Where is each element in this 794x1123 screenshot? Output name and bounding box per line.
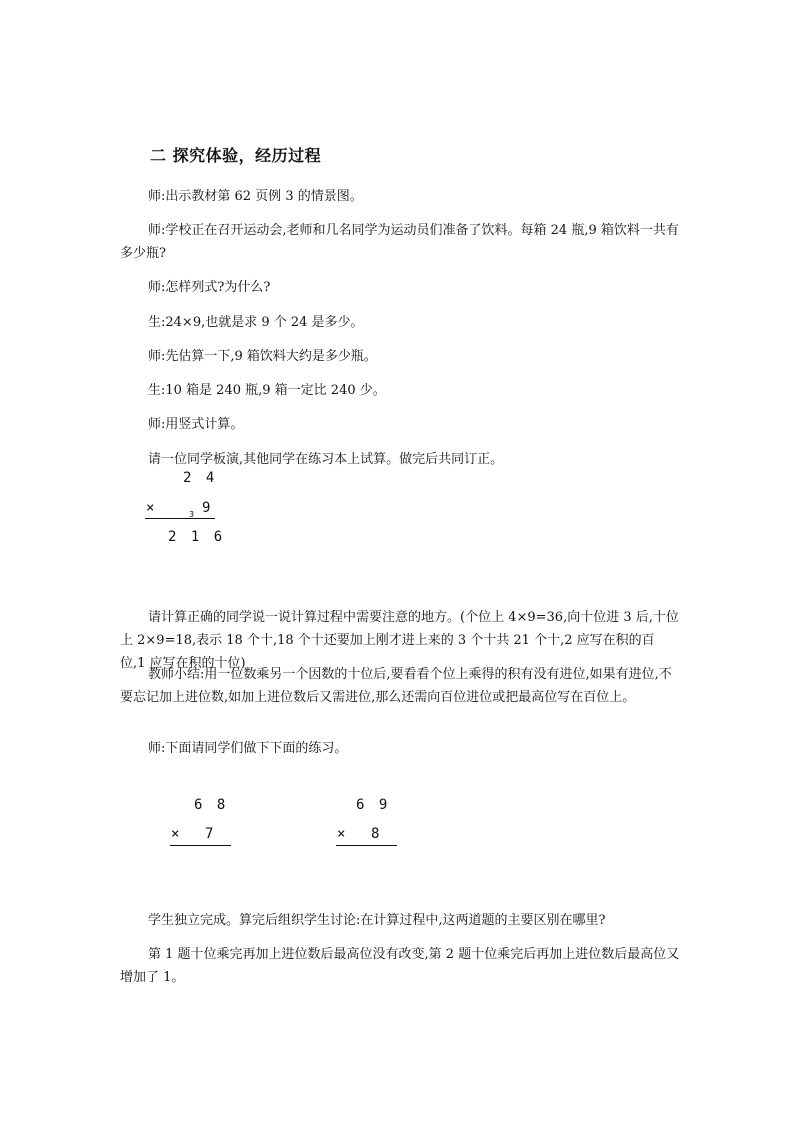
paragraph-question: 师:怎样列式?为什么?: [148, 280, 271, 295]
paragraph-show-picture: 师:出示教材第 62 页例 3 的情景图。: [148, 189, 363, 204]
example-operator: ×: [146, 500, 158, 516]
paragraph-estimate-answer: 生:10 箱是 240 瓶,9 箱一定比 240 少。: [148, 383, 386, 398]
paragraph-discussion: 请计算正确的同学说一说计算过程中需要注意的地方。(个位上 4×9=36,向十位进 3 后,十位上 2×9=18,表示 18 个十,18 个十还要加上刚才进上来的 3 个十共 21 个十,2 应写在积的百位,1 应写在积的十位): [120, 610, 679, 671]
paragraph-board-work: 请一位同学板演,其他同学在练习本上试算。做完后共同订正。: [148, 452, 504, 467]
paragraph-problem: 师:学校正在召开运动会,老师和几名同学为运动员们准备了饮料。每箱 24 瓶,9 箱饮料一共有多少瓶?: [120, 223, 679, 261]
paragraph-estimate-prompt: 师:先估算一下,9 箱饮料大约是多少瓶。: [148, 349, 377, 364]
exercise1-rule: [170, 845, 231, 846]
exercise1-multiplier: 7: [205, 826, 217, 842]
exercise2-multiplier: 8: [371, 826, 383, 842]
section-heading: 二 探究体验，经历过程: [150, 146, 322, 165]
example-multiplier: 9: [202, 500, 214, 516]
example-carry-digit: 3: [189, 510, 195, 519]
exercise1-operator: ×: [171, 826, 183, 842]
exercise1-multiplicand: 6 8: [194, 797, 229, 813]
example-multiplicand: 2 4: [183, 470, 218, 486]
exercise2-multiplicand: 6 9: [356, 797, 391, 813]
exercise2-rule: [336, 845, 397, 846]
paragraph-conclusion: 第 1 题十位乘完再加上进位数后最高位没有改变,第 2 题十位乘完后再加上进位数后最高位又增加了 1。: [120, 947, 680, 985]
paragraph-exercise-intro: 师:下面请同学们做下下面的练习。: [148, 741, 348, 756]
exercise2-operator: ×: [337, 826, 349, 842]
paragraph-answer-expression: 生:24×9,也就是求 9 个 24 是多少。: [148, 315, 364, 330]
paragraph-teacher-summary: 教师小结:用一位数乘另一个因数的十位后,要看看个位上乘得的积有没有进位,如果有进位,不要忘记加上进位数,如加上进位数后又需进位,那么还需向百位进位或把最高位写在百位上。: [120, 667, 672, 705]
example-product: 2 1 6: [168, 529, 226, 545]
example-calc-rule: [145, 518, 215, 519]
paragraph-independent-work: 学生独立完成。算完后组织学生讨论:在计算过程中,这两道题的主要区别在哪里?: [148, 913, 606, 928]
paragraph-vertical-prompt: 师:用竖式计算。: [148, 417, 244, 432]
